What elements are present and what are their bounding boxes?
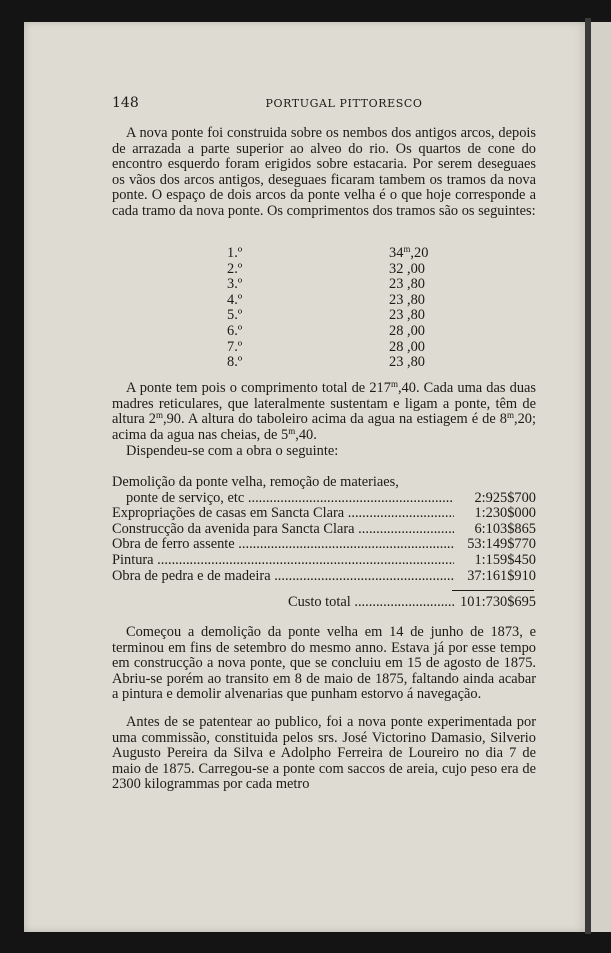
- cost-row: [112, 553, 536, 569]
- cost-amount: 53:149$770: [467, 536, 536, 553]
- paragraph-expenses-intro: [112, 444, 536, 460]
- span-ordinal: 1.º: [227, 245, 243, 261]
- paragraph-load-test: [112, 715, 536, 793]
- span-row: [227, 324, 447, 340]
- cost-table: [112, 475, 536, 584]
- page-header: [112, 95, 536, 113]
- span-ordinal: 3.º: [227, 276, 243, 293]
- paragraph-text: A ponte tem pois o comprimento total de 217$^m$,40. Cada uma das duas madres reticulares, que lateralmente sustentam e ligam a ponte, têm de altura 2$^m$,90. A altura do taboleiro acima da agua na estiagem é de 8$^m$,20; acima da agua nas cheias, de 5$^m$,40.: [112, 379, 537, 443]
- cost-description: Obra de pedra e de madeira .....: [112, 569, 454, 585]
- paragraph-bridge-construction: [112, 126, 536, 220]
- facing-page-edge: [591, 22, 611, 932]
- cost-amount: 2:925$700: [474, 489, 536, 506]
- span-length: 28 ,00: [389, 338, 425, 355]
- cost-amount: 1:159$450: [474, 551, 536, 568]
- cost-amount: 1:230$000: [474, 505, 536, 522]
- span-length: 34$^m$,20: [389, 244, 429, 261]
- span-row: [227, 355, 447, 371]
- span-row: [227, 262, 447, 278]
- total-rule: [452, 590, 534, 591]
- span-ordinal: 2.º: [227, 260, 243, 277]
- total-amount: 101:730$695: [460, 594, 536, 610]
- cost-description: ponte de serviço, etc .....: [112, 491, 454, 507]
- total-row: [112, 595, 536, 611]
- span-length: 23 ,80: [389, 307, 425, 324]
- span-ordinal: 6.º: [227, 322, 243, 339]
- cost-row: [112, 475, 536, 491]
- cost-amount: 37:161$910: [467, 567, 536, 584]
- cost-description: Construcção da avenida para Sancta Clara .....: [112, 522, 454, 538]
- paragraph-demolition-dates: [112, 625, 536, 703]
- span-length: 23 ,80: [389, 354, 425, 371]
- paragraph-text: Dispendeu-se com a obra o seguinte:: [126, 443, 339, 459]
- total-label: Custo total .....: [112, 595, 454, 611]
- span-ordinal: 8.º: [227, 354, 243, 371]
- span-row: [227, 293, 447, 309]
- span-ordinal: 5.º: [227, 307, 243, 324]
- span-length: 23 ,80: [389, 276, 425, 293]
- page-number: 148: [112, 95, 139, 111]
- span-ordinal: 4.º: [227, 291, 243, 308]
- cost-description: Obra de ferro assente .....: [112, 537, 454, 553]
- cost-row: [112, 522, 536, 538]
- span-length: 32 ,00: [389, 260, 425, 277]
- cost-description: Pintura .....: [112, 553, 454, 569]
- paragraph-text: Começou a demolição da ponte velha em 14 de junho de 1873, e terminou em fins de setembro do mesmo anno. Estava já por esse tempo em construcção a nova ponte, que se concluiu em 15 de agosto de 1875. Abriu-se porém ao transito em 8 de maio de 1875, faltando ainda acabar a pintura e demolir alvenarias que punham estorvo á navegação.: [112, 624, 536, 703]
- running-title: PORTUGAL PITTORESCO: [265, 97, 423, 110]
- cost-row: [112, 491, 536, 507]
- paragraph-text: Antes de se patentear ao publico, foi a nova ponte experimentada por uma commissão, constituida pelos srs. José Victorino Damasio, Silverio Augusto Pereira da Silva e Adolpho Ferreira de Loureiro no dia 7 de maio de 1875. Carregou-se a ponte com saccos de areia, cujo peso era de 2300 kilogrammas por cada metro: [112, 714, 536, 793]
- cost-description: Demolição da ponte velha, remoção de materiaes,: [112, 475, 399, 490]
- paragraph-text: A nova ponte foi construida sobre os nembos dos antigos arcos, depois de arrazada a parte superior ao alveo do rio. Os quartos de cone do encontro esquerdo foram erigidos sobre estacaria. Por serem deseguaes os vãos dos arcos antigos, deseguaes ficaram tambem os tramos da nova ponte. O espaço de dois arcos da ponte velha é o que hoje corresponde a cada tramo da nova ponte. Os comprimentos dos tramos são os seguintes:: [112, 125, 536, 219]
- cost-row: [112, 506, 536, 522]
- span-row: [227, 277, 447, 293]
- span-length: 28 ,00: [389, 322, 425, 339]
- span-row: [227, 340, 447, 356]
- cost-row: [112, 569, 536, 585]
- span-row: [227, 308, 447, 324]
- span-length: 23 ,80: [389, 291, 425, 308]
- span-row: [227, 246, 447, 262]
- cost-row: [112, 537, 536, 553]
- cost-total: [112, 595, 536, 611]
- cost-description: Expropriações de casas em Sancta Clara .....: [112, 506, 454, 522]
- paragraph-total-length: [112, 381, 536, 443]
- span-lengths-table: [227, 246, 447, 371]
- span-ordinal: 7.º: [227, 338, 243, 355]
- cost-amount: 6:103$865: [474, 520, 536, 537]
